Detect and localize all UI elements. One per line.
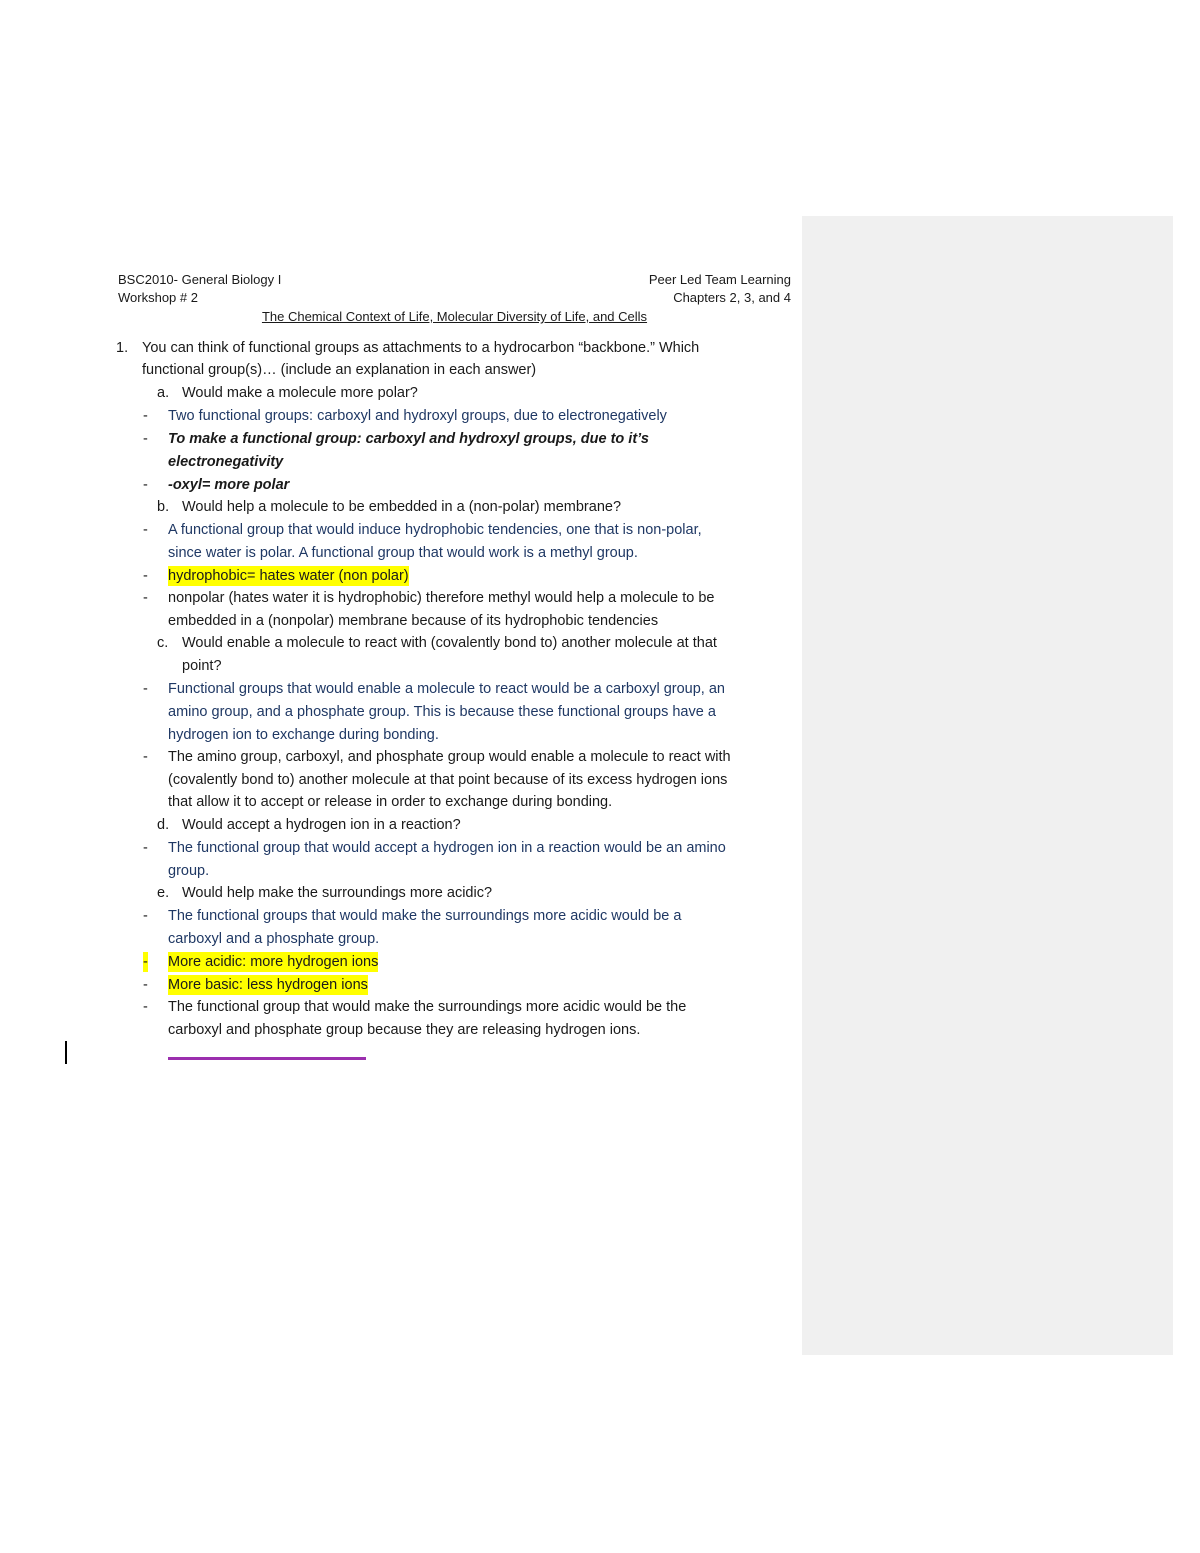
answer-a2-line1: To make a functional group: carboxyl and hydroxyl groups, due to it’s: [168, 431, 649, 447]
answer-a3: -oxyl= more polar: [168, 477, 290, 493]
part-c-question-line2: point?: [182, 658, 222, 674]
bullet: -: [143, 977, 148, 993]
part-c-question-line1: Would enable a molecule to react with (covalently bond to) another molecule at that: [182, 635, 717, 651]
part-a-letter: a.: [157, 385, 170, 401]
answer-e4-line2: carboxyl and phosphate group because they are releasing hydrogen ions.: [168, 1022, 641, 1038]
answer-a2-line2: electronegativity: [168, 454, 284, 470]
answer-b3-line1: nonpolar (hates water it is hydrophobic) therefore methyl would help a molecule to be: [168, 590, 715, 606]
part-b-question: Would help a molecule to be embedded in a (non-polar) membrane?: [182, 499, 622, 515]
answer-b2-highlight: hydrophobic= hates water (non polar): [168, 568, 409, 584]
answer-b1-line2: since water is polar. A functional group that would work is a methyl group.: [168, 545, 638, 561]
part-c-letter: c.: [157, 635, 169, 651]
answer-d1-line2: group.: [168, 863, 210, 879]
answer-c1-line2: amino group, and a phosphate group. This is because these functional groups have a: [168, 704, 716, 720]
text-cursor: [65, 1041, 67, 1064]
question-number: 1.: [116, 340, 129, 356]
course-name: BSC2010- General Biology I: [118, 272, 282, 287]
answer-c1-line3: hydrogen ion to exchange during bonding.: [168, 727, 439, 743]
program-name: Peer Led Team Learning: [648, 272, 791, 287]
answer-e2-highlight: More acidic: more hydrogen ions: [168, 954, 379, 970]
answer-c2-line2: (covalently bond to) another molecule at that point because of its excess hydrogen ions: [168, 772, 728, 788]
part-d-letter: d.: [157, 817, 170, 833]
answer-e1-line1: The functional groups that would make the surroundings more acidic would be a: [168, 908, 682, 924]
answer-a1: Two functional groups: carboxyl and hydroxyl groups, due to electronegatively: [168, 408, 667, 424]
answer-e4-line1: The functional group that would make the surroundings more acidic would be the: [168, 999, 687, 1015]
bullet: -: [143, 568, 148, 584]
answer-c2-line1: The amino group, carboxyl, and phosphate group would enable a molecule to react with: [168, 749, 731, 765]
bullet: -: [143, 681, 148, 697]
comment-pane: [802, 216, 1173, 1355]
answer-b3-line2: embedded in a (nonpolar) membrane because of its hydrophobic tendencies: [168, 613, 659, 629]
answer-c2-line3: that allow it to accept or release in order to exchange during bonding.: [168, 794, 613, 810]
question-text-line1: You can think of functional groups as attachments to a hydrocarbon “backbone.” Which: [142, 340, 700, 356]
answer-b1-line1: A functional group that would induce hydrophobic tendencies, one that is non-polar,: [168, 522, 702, 538]
bullet: -: [143, 590, 148, 606]
bullet: -: [143, 408, 148, 424]
chapters-label: Chapters 2, 3, and 4: [673, 290, 791, 305]
ink-underline: [168, 1057, 366, 1060]
bullet: -: [143, 749, 148, 765]
bullet: -: [143, 477, 148, 493]
bullet: -: [143, 840, 148, 856]
answer-d1-line1: The functional group that would accept a hydrogen ion in a reaction would be an amino: [168, 840, 726, 856]
bullet: -: [143, 908, 148, 924]
bullet: -: [143, 431, 148, 447]
answer-e3-highlight: More basic: less hydrogen ions: [168, 977, 368, 993]
question-text-line2: functional group(s)… (include an explanation in each answer): [142, 362, 537, 378]
part-b-letter: b.: [157, 499, 170, 515]
answer-c1-line1: Functional groups that would enable a molecule to react would be a carboxyl group, an: [168, 681, 725, 697]
bullet: -: [143, 999, 148, 1015]
document-title: The Chemical Context of Life, Molecular Diversity of Life, and Cells: [261, 309, 648, 324]
bullet: -: [143, 522, 148, 538]
workshop-number: Workshop # 2: [118, 290, 198, 305]
answer-e1-line2: carboxyl and a phosphate group.: [168, 931, 380, 947]
part-e-question: Would help make the surroundings more acidic?: [182, 885, 493, 901]
bullet-highlighted: -: [143, 954, 148, 970]
part-a-question: Would make a molecule more polar?: [182, 385, 418, 401]
part-e-letter: e.: [157, 885, 170, 901]
part-d-question: Would accept a hydrogen ion in a reaction?: [182, 817, 461, 833]
